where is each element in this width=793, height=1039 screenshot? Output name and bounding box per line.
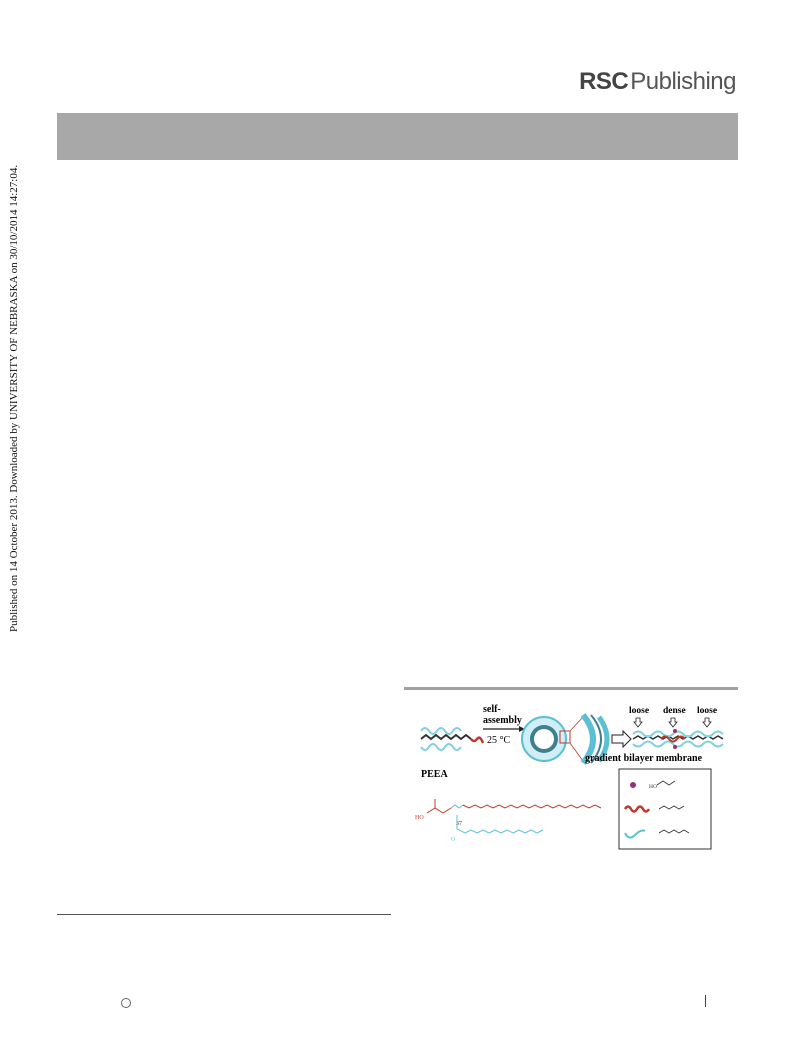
label-loose-right: loose [697,706,718,716]
label-self: self- [483,704,501,715]
legend-box [619,769,711,849]
vesicle-icon [522,717,583,761]
figure-top-rule [404,687,738,690]
label-loose-left: loose [629,706,650,716]
logo-rsc: RSC [579,68,629,95]
svg-text:HO: HO [415,815,424,821]
footer-separator-bar [705,995,706,1007]
peea-structure [415,799,601,843]
svg-text:HO: HO [649,784,657,790]
label-temperature: 25 °C [487,735,511,746]
footnote-rule [57,914,391,915]
gradient-membrane [633,729,723,749]
header-banner [57,113,738,160]
download-notice: Published on 14 October 2013. Downloaded by UNIVERSITY OF NEBRASKA on 30/10/2014 14:27:04. [8,164,20,632]
label-repeat-n: 37 [456,821,462,827]
polymer-chain-left [421,728,483,750]
legend-initiator-dot [630,782,636,788]
transition-arrow-icon [612,731,631,747]
figure-svg [413,695,731,855]
label-membrane: gradient bilayer membrane [585,753,703,764]
label-peea: PEEA [421,769,448,780]
rsc-publishing-logo [579,68,736,96]
logo-publishing: Publishing [630,68,736,95]
svg-text:O: O [451,837,456,843]
graphical-abstract-figure [413,695,731,855]
label-assembly: assembly [483,715,522,726]
density-up-arrows [634,718,711,727]
label-dense: dense [663,706,686,716]
footer-circle-icon [121,998,131,1008]
